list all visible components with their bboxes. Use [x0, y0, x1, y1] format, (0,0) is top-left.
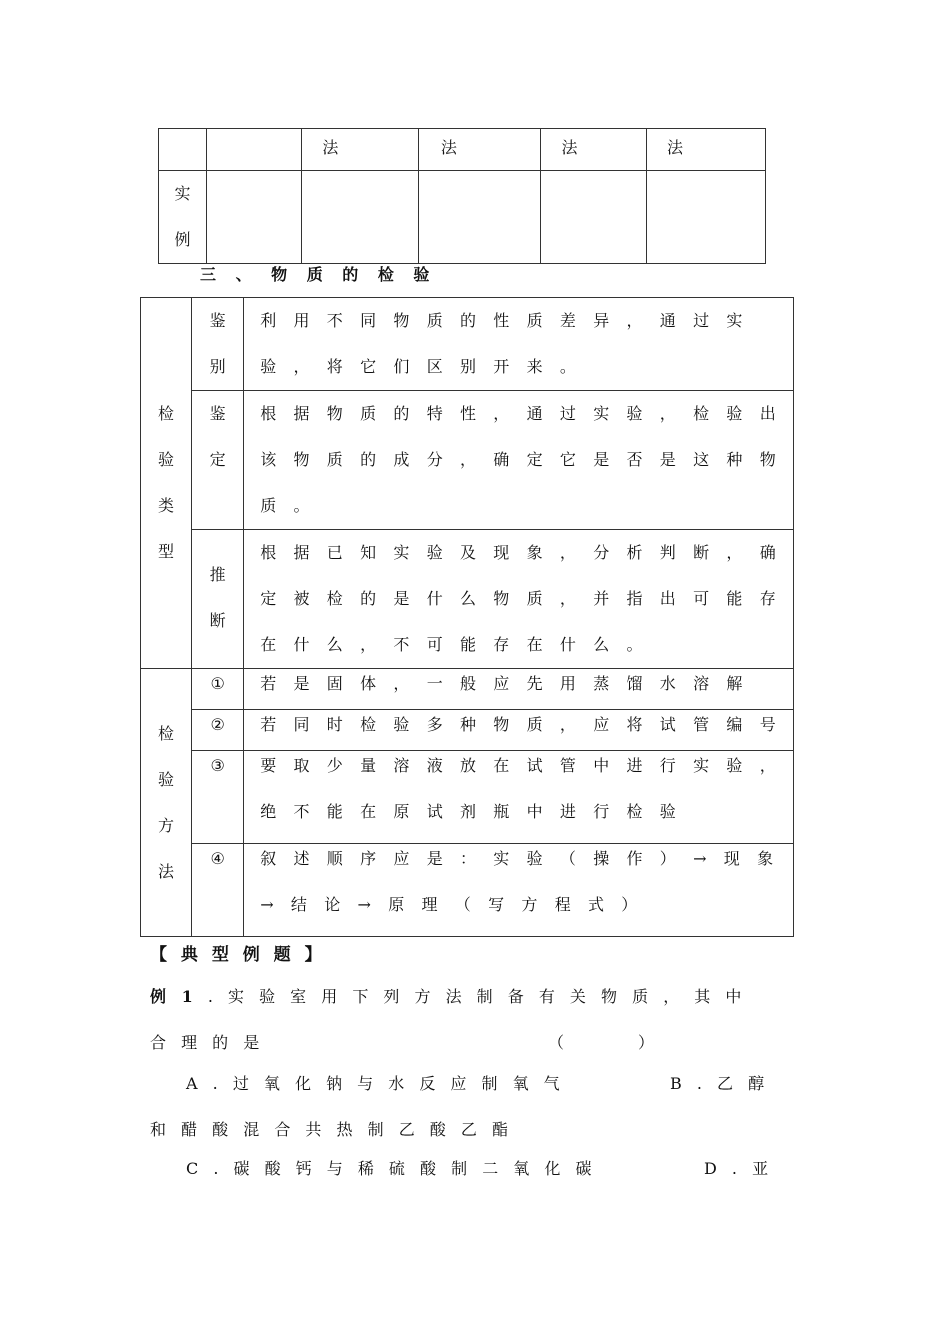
examples-title: 【 典 型 例 题 】	[150, 945, 322, 965]
option-a: A . 过 氧 化 钠 与 水 反 应 制 氧 气	[186, 1074, 560, 1093]
method-number: ①	[192, 669, 244, 710]
method-number: ④	[192, 844, 244, 937]
type-name-cell: 鉴 定	[192, 391, 244, 530]
method-number: ③	[192, 751, 244, 844]
type-name-cell: 鉴 别	[192, 298, 244, 391]
top-table-header-cell: 法	[302, 129, 418, 171]
top-table-header-cell	[159, 129, 207, 171]
top-table-header-cell: 法	[647, 129, 766, 171]
method-number: ②	[192, 710, 244, 751]
answer-bracket-close: ）	[638, 1033, 655, 1052]
answer-bracket-open: （	[548, 1033, 565, 1052]
method-desc-cell: 若同时检验多种物质，应将试管编号	[244, 710, 794, 751]
type-desc-cell: 根据物质的特性，通过实验，检验出 该物质的成分，确定它是否是这种物 质。	[244, 391, 794, 530]
example-stem: . 实 验 室 用 下 列 方 法 制 备 有 关 物 质 ， 其 中	[207, 987, 742, 1006]
type-desc-cell: 根据已知实验及现象，分析判断，确 定被检的是什么物质，并指出可能存 在什么，不可能存在什么。	[244, 530, 794, 669]
method-desc-cell: 若是固体，一般应先用蒸馏水溶解	[244, 669, 794, 710]
example-1-line-2	[150, 1030, 259, 1053]
section-title: 三 、 物 质 的 检 验	[200, 265, 430, 284]
method-desc-cell: 叙述顺序应是：实验（操作）→现象 →结论→原理（写方程式）	[244, 844, 794, 937]
top-table-header-cell	[206, 129, 301, 171]
top-table-header-cell: 法	[541, 129, 647, 171]
inspection-table	[140, 297, 794, 937]
method-desc-cell: 要取少量溶液放在试管中进行实验， 绝不能在原试剂瓶中进行检验	[244, 751, 794, 844]
top-table-cell	[206, 171, 301, 264]
top-table-row-label: 实 例	[159, 171, 207, 264]
inspection-type-label: 检 验 类 型	[141, 298, 192, 669]
type-desc-cell: 利用不同物质的性质差异，通过实 验，将它们区别开来。	[244, 298, 794, 391]
type-name-cell: 推 断	[192, 530, 244, 669]
top-table-header-cell: 法	[418, 129, 541, 171]
top-table	[158, 128, 766, 264]
top-table-cell	[541, 171, 647, 264]
example-stem-2: 合 理 的 是	[150, 1033, 260, 1052]
top-table-cell	[418, 171, 541, 264]
option-d-start: D . 亚	[704, 1159, 769, 1178]
option-b-cont: 和 醋 酸 混 合 共 热 制 乙 酸 乙 酯	[150, 1120, 508, 1139]
example-1-line-1	[150, 984, 741, 1007]
example-label: 例 1	[150, 987, 193, 1006]
option-c: C . 碳 酸 钙 与 稀 硫 酸 制 二 氧 化 碳	[186, 1159, 592, 1178]
top-table-cell	[647, 171, 766, 264]
option-b-start: B . 乙 醇	[670, 1074, 765, 1093]
inspection-method-label: 检 验 方 法	[141, 669, 192, 937]
top-table-cell	[302, 171, 418, 264]
